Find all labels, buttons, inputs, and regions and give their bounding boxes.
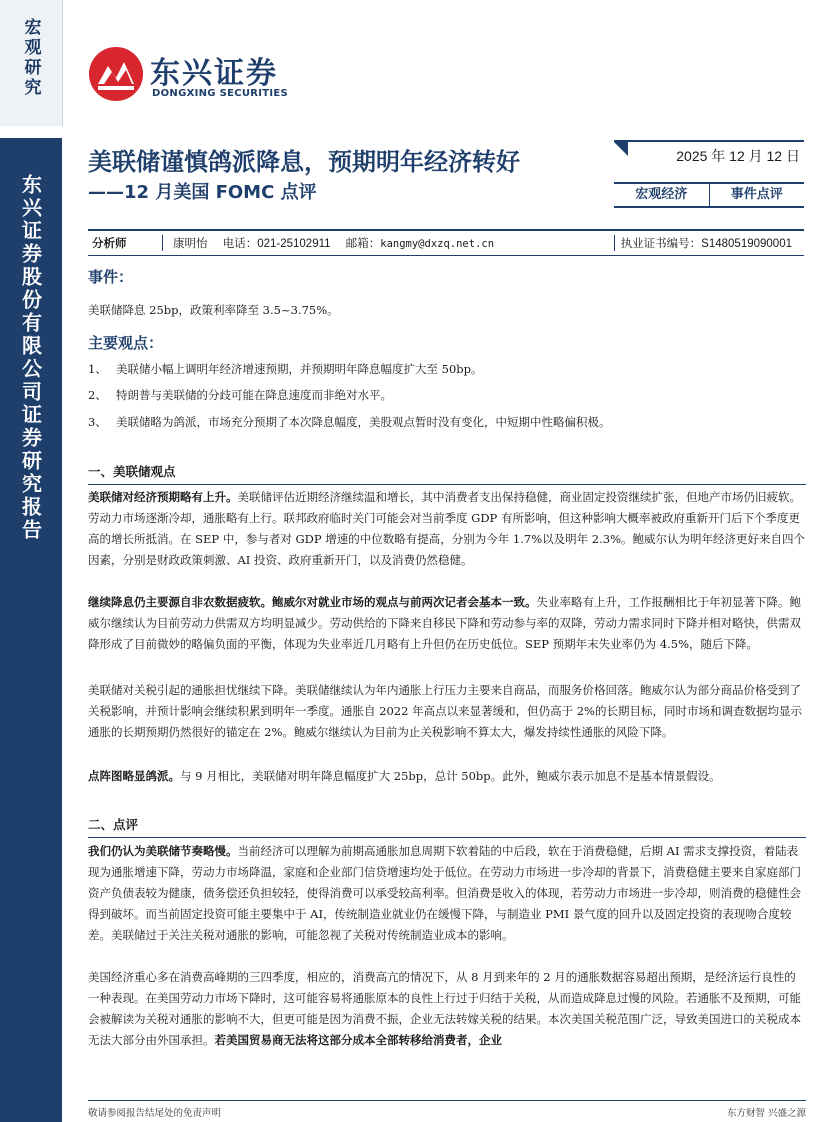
logo-icon xyxy=(88,46,144,102)
section-heading: 一、美联储观点 xyxy=(88,462,806,485)
paragraph xyxy=(88,487,806,571)
paragraph-lead: 继续降息仍主要源自非农数据疲软。鲍威尔对就业市场的观点与前两次记者会基本一致。 xyxy=(88,595,537,609)
paragraph: 美联储对关税引起的通胀担忧继续下降。美联储继续认为年内通胀上行压力主要来自商品，而服务价格回落。鲍威尔认为部分商品价格受到了关税影响，并预计影响会继续积累到明年一季度。通胀自 2022 年高点以来显著缓和，但仍高于 2%的长期目标，同时市场和调查数据均显示通胀的长期预期仍然很好的锚定在 2%。鲍威尔继续认为目前为止关税影响不算太大，爆发持续性通胀的风险下降。 xyxy=(88,683,802,739)
view-item xyxy=(88,359,806,379)
views-label: 主要观点： xyxy=(88,334,164,352)
sidebar-category: 宏观研究 xyxy=(20,18,41,98)
view-num: 1、 xyxy=(88,362,107,376)
paragraph xyxy=(88,592,806,655)
phone-value: 021-25102911 xyxy=(257,238,331,250)
page-footer xyxy=(88,1100,806,1119)
analyst-bar xyxy=(88,229,804,256)
paragraph-trailing-bold: 若美国贸易商无法将这部分成本全部转移给消费者，企业 xyxy=(214,1033,502,1047)
tag-row xyxy=(614,182,804,208)
view-text: 特朗普与美联储的分歧可能在降息速度而非绝对水平。 xyxy=(116,388,392,402)
view-text: 美联储小幅上调明年经济增速预期，并预期明年降息幅度扩大至 50bp。 xyxy=(116,362,483,376)
sidebar-category-panel xyxy=(0,0,63,126)
paragraph xyxy=(88,967,806,1051)
paragraph-body: 美联储评估近期经济继续温和增长，其中消费者支出保持稳健，商业固定投资继续扩张，但地产市场仍旧疲软。劳动力市场逐渐冷却，通胀略有上行。联邦政府临时关门可能会对当前季度 GDP 有所影响，但这种影响大概率被政府重新开门后下个季度更高的增长所抵消。在 SEP 中，参与者对 GDP 增速的中位数略有提高，分别为今年 1.7%以及明年 2.3%。鲍威尔认为明年经济更好来自四个因素，分别是财政政策刺激、AI 投资、政府重新开门，以及消费仍然稳健。 xyxy=(88,490,806,567)
analyst-cert xyxy=(614,235,804,251)
paragraph xyxy=(88,841,806,946)
tag-event-review: 事件点评 xyxy=(709,184,805,206)
cert-value: S1480519090001 xyxy=(701,238,792,250)
report-title: 美联储谨慎鸽派降息，预期明年经济转好 xyxy=(88,148,520,176)
analyst-name: 康明怡 xyxy=(173,238,208,250)
sidebar-company: 东兴证券股份有限公司证券研究报告 xyxy=(18,174,43,542)
view-item xyxy=(88,385,806,405)
analyst-info xyxy=(163,235,614,251)
sidebar-company-panel xyxy=(0,138,62,1122)
event-text: 美联储降息 25bp，政策利率降至 3.5~3.75%。 xyxy=(88,303,339,317)
footer-slogan: 东方财智 兴盛之源 xyxy=(726,1108,806,1119)
analyst-role: 分析师 xyxy=(88,235,163,251)
corner-triangle-icon xyxy=(614,142,628,156)
view-num: 2、 xyxy=(88,388,107,402)
email-label: 邮箱： xyxy=(345,238,381,250)
report-date: 2025 年 12 月 12 日 xyxy=(676,148,800,164)
analyst-phone xyxy=(223,238,331,250)
email-link[interactable]: kangmy@dxzq.net.cn xyxy=(380,238,495,250)
date-box xyxy=(614,140,804,204)
view-num: 3、 xyxy=(88,415,107,429)
logo-text-en: DONGXING SECURITIES xyxy=(152,88,289,99)
event-label: 事件： xyxy=(88,268,134,286)
section-heading: 二、点评 xyxy=(88,815,806,838)
phone-label: 电话： xyxy=(222,238,258,250)
paragraph-body: 当前经济可以理解为前期高通胀加息周期下软着陆的中后段，软在于消费稳健，后期 AI 需求支撑投资，着陆表现为通胀增速下降，劳动力市场降温，家庭和企业部门信贷增速均处于低位。在劳动力市场进一步冷却的背景下，消费稳健主要来自家庭部门资产负债表较为健康，债务偿还负担较轻，使得消费可以承受较高利率。但消费是收入的体现，若劳动力市场进一步冷却，则消费的稳健性会得到破坏。而当前固定投资可能主要集中于 AI，传统制造业就业仍在缓慢下降，与制造业 PMI 景气度的回升以及固定投资的表现吻合度较差。美联储过于关注关税对通胀的影响，可能忽视了关税对传统制造业成本的影响。 xyxy=(88,844,801,942)
paragraph xyxy=(88,766,806,787)
date-row xyxy=(614,140,804,170)
report-subtitle: ——12 月美国 FOMC 点评 xyxy=(88,182,317,203)
paragraph-lead: 美联储对经济预期略有上升。 xyxy=(88,490,238,504)
company-logo xyxy=(88,44,308,108)
paragraph-lead: 我们仍认为美联储节奏略慢。 xyxy=(88,844,238,858)
paragraph-body: 失业率略有上升，工作报酬相比于年初显著下降。鲍威尔继续认为目前劳动力供需双方均明显减少。劳动供给的下降来自移民下降和劳动参与率的双降，劳动力需求同时下降并相对略快，供需双降形成了目前微妙的略偏负面的平衡，体现为失业率近几月略有上升但仍在历史低位。SEP 预期年末失业率仍为 4.5%，随后下降。 xyxy=(88,595,801,651)
paragraph-body: 美国经济重心多在消费高峰期的三四季度，相应的，消费高亢的情况下，从 8 月到来年的 2 月的通胀数据容易超出预期，是经济运行良性的一种表现。在美国劳动力市场下降时，这可能容易将通胀原本的良性上行过于归结于关税，从而造成降息过慢的风险。若通胀不及预期，可能会被解读为关税对通胀的影响不大，但更可能是因为消费不振，企业无法转嫁关税的结果。本次美国关税范围广泛，导致美国进口的关税成本无法大部分由外国承担。 xyxy=(88,970,801,1047)
cert-label: 执业证书编号： xyxy=(620,238,702,250)
logo-text-cn: 东兴证券 xyxy=(150,56,278,91)
paragraph-lead: 点阵图略显鸽派。 xyxy=(88,769,180,783)
view-item xyxy=(88,412,806,432)
footer-disclaimer[interactable]: 敬请参阅报告结尾处的免责声明 xyxy=(88,1108,222,1119)
paragraph-body: 与 9 月相比，美联储对明年降息幅度扩大 25bp，总计 50bp。此外，鲍威尔表示加息不是基本情景假设。 xyxy=(180,769,721,783)
analyst-email xyxy=(346,238,494,250)
tag-macro-economy: 宏观经济 xyxy=(635,187,688,202)
view-text: 美联储略为鸽派，市场充分预期了本次降息幅度，美股观点暂时没有变化，中短期中性略偏积极。 xyxy=(116,415,611,429)
sidebar xyxy=(0,0,62,1122)
